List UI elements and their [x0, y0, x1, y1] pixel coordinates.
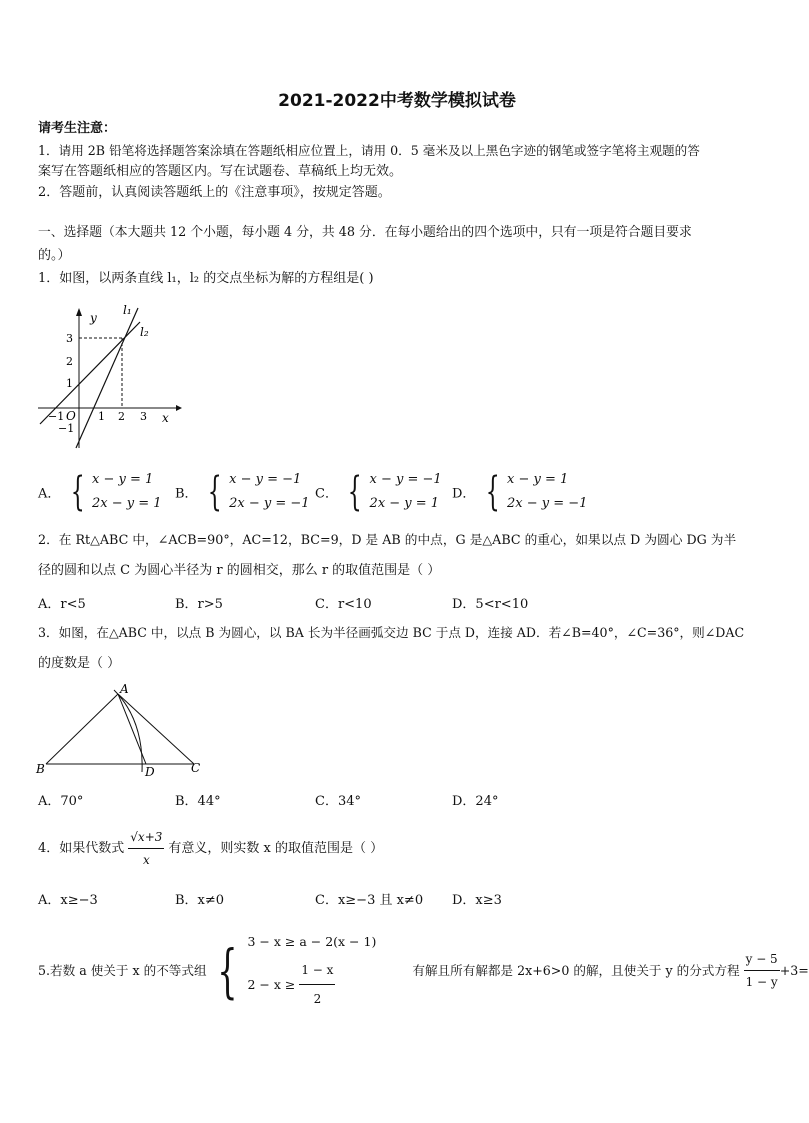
graph-tick-x-2: 2: [118, 410, 125, 423]
question-3-line-a: 3．如图，在△ABC 中，以点 B 为圆心，以 BA 长为半径画弧交边 BC 于点 D，连接 AD．若∠B=40°，∠C=36°，则∠DAC: [38, 625, 745, 640]
section-heading-a: 一、选择题（本大题共 12 个小题，每小题 4 分，共 48 分．在每小题给出的四个选项中，只有一项是符合题目要求: [38, 225, 692, 240]
question-2-option-d[interactable]: D．5<r<10: [452, 597, 529, 612]
question-5-inequality-1: 3 − x ≥ a − 2(x − 1): [247, 934, 377, 949]
question-1-option-d[interactable]: D． { x − y = 1 2x − y = −1: [452, 469, 588, 515]
figure-label-a: A: [120, 682, 129, 696]
graph-tick-y-2: 2: [66, 355, 73, 368]
question-3-line-b: 的度数是（ ）: [38, 656, 121, 671]
question-3-figure: [36, 680, 216, 780]
question-1-graph: [36, 298, 186, 458]
question-1-option-b[interactable]: B． { x − y = −1 2x − y = −1: [175, 469, 310, 515]
graph-origin-label: O: [66, 409, 76, 423]
question-4-option-d[interactable]: D．x≥3: [452, 893, 502, 908]
question-1-option-c[interactable]: C． { x − y = −1 2x − y = 1: [315, 469, 442, 515]
question-5-stem: 5.若数 a 使关于 x 的不等式组 { 3 − x ≥ a − 2(x − 1) 2 − x ≥ $\frac{1 - x}{2}$ 有解且所有解都是 2x+6>0 的解，且使关于 y 的分式方程 $\frac{y - 5}{1 - y}$ +3=: [38, 928, 809, 1013]
question-4-stem: 4．如果代数式 $\frac{√x+3}{x}$ 有意义，则实数 x 的取值范围是（ ）: [38, 826, 383, 871]
question-4-option-b[interactable]: B．x≠0: [175, 893, 225, 908]
graph-l1-label: l₁: [123, 303, 132, 317]
graph-tick-y-3: 3: [66, 332, 73, 345]
graph-tick-y-neg1: −1: [58, 422, 75, 435]
figure-label-b: B: [36, 762, 45, 776]
question-5-inequality-2-fraction: $\frac{1 - x}{2}$: [299, 956, 335, 1013]
figure-label-c: C: [191, 761, 201, 775]
question-4-option-c[interactable]: C．x≥−3 且 x≠0: [315, 893, 424, 908]
question-2-line-b: 径的圆和以点 C 为圆心半径为 r 的圆相交，那么 r 的取值范围是（ ）: [38, 563, 441, 578]
graph-tick-y-1: 1: [66, 377, 73, 390]
question-3-option-a[interactable]: A．70°: [38, 794, 84, 809]
graph-y-label: y: [90, 311, 97, 325]
notice-line-1a: 1．请用 2B 铅笔将选择题答案涂填在答题纸相应位置上，请用 0．5 毫米及以上黑色字迹的钢笔或签字笔将主观题的答: [38, 143, 700, 158]
question-4-fraction: $\frac{√x+3}{x}$: [128, 826, 164, 871]
question-4-option-a[interactable]: A．x≥−3: [38, 893, 98, 908]
question-3-option-b[interactable]: B．44°: [175, 794, 221, 809]
question-3-option-c[interactable]: C．34°: [315, 794, 361, 809]
section-heading-b: 的。）: [38, 248, 71, 263]
question-5-fraction-equation: $\frac{y - 5}{1 - y}$: [744, 948, 780, 993]
page-title: 2021-2022中考数学模拟试卷: [278, 91, 516, 111]
question-2-option-b[interactable]: B．r>5: [175, 597, 223, 612]
question-2-option-a[interactable]: A．r<5: [38, 597, 86, 612]
question-2-option-c[interactable]: C．r<10: [315, 597, 372, 612]
figure-label-d: D: [145, 765, 155, 779]
question-3-option-d[interactable]: D．24°: [452, 794, 499, 809]
notice-line-2: 2．答题前，认真阅读答题纸上的《注意事项》，按规定答题。: [38, 185, 391, 200]
notice-line-1b: 案写在答题纸相应的答题区内。写在试题卷、草稿纸上均无效。: [38, 164, 403, 179]
question-1-option-a[interactable]: A． { x − y = 1 2x − y = 1: [38, 469, 162, 515]
graph-tick-x-3: 3: [140, 410, 147, 423]
graph-l2-label: l₂: [140, 325, 149, 339]
graph-tick-x-neg1: −1: [48, 410, 65, 423]
graph-x-label: x: [162, 411, 169, 425]
notice-heading: 请考生注意：: [38, 121, 117, 136]
question-2-line-a: 2．在 Rt△ABC 中，∠ACB=90°，AC=12，BC=9，D 是 AB 的中点，G 是△ABC 的重心，如果以点 D 为圆心 DG 为半: [38, 532, 737, 547]
graph-tick-x-1: 1: [98, 410, 105, 423]
question-1-stem: 1．如图，以两条直线 l₁，l₂ 的交点坐标为解的方程组是( ): [38, 271, 374, 286]
